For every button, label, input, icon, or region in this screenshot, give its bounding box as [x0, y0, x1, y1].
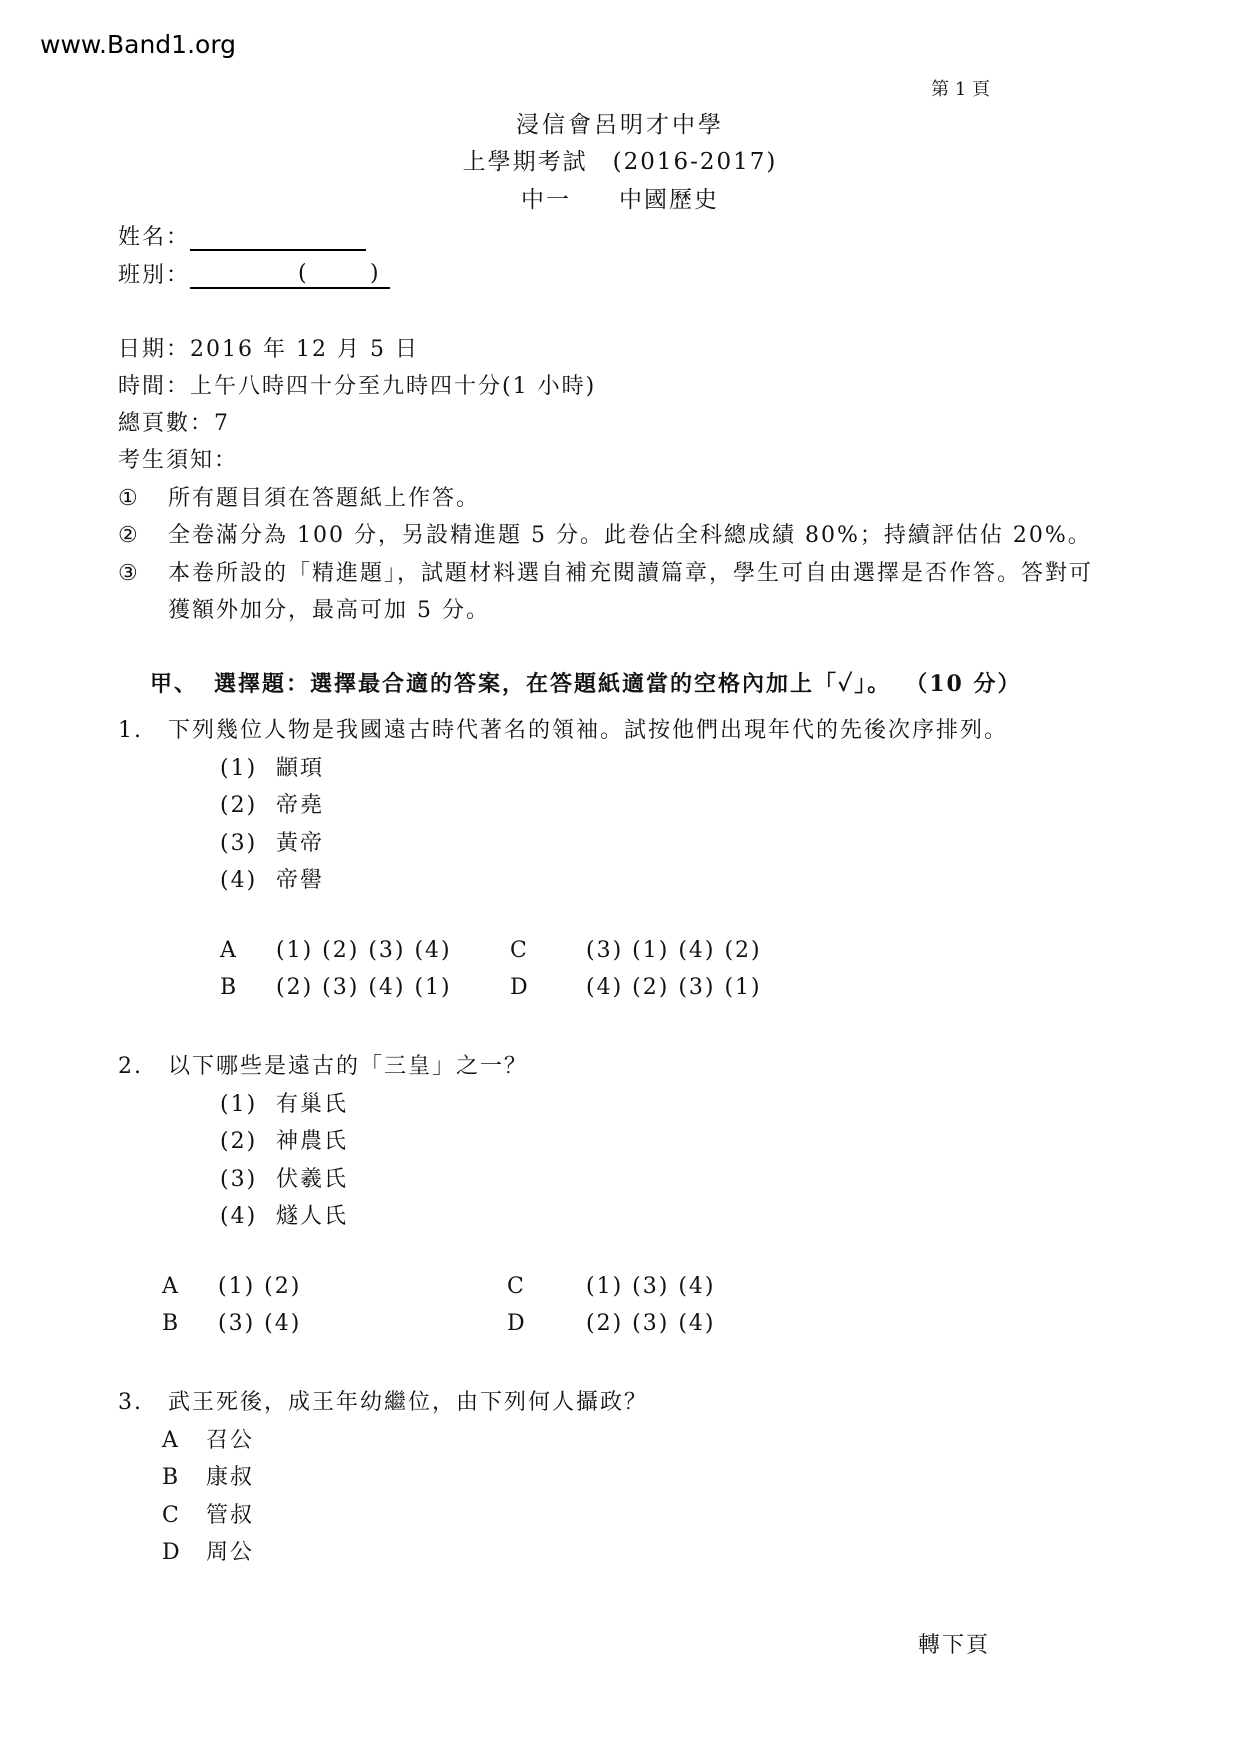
form-subject — [0, 181, 1240, 214]
answer-choice: C 管叔 — [162, 1503, 255, 1528]
question-number: 3. — [118, 1390, 143, 1415]
list-item: (2) 神農氏 — [220, 1129, 349, 1154]
answer-choice: A (1) (2) (3) (4) — [220, 938, 452, 963]
answer-choice: B (3) (4) — [162, 1311, 302, 1336]
notice-item — [118, 556, 1093, 587]
notice-item — [118, 518, 1092, 549]
notice-text: 全卷滿分為 100 分，另設精進題 5 分。此卷佔全科總成績 80%；持續評估佔 20%。 — [168, 523, 1092, 548]
answer-choice: D (2) (3) (4) — [507, 1311, 716, 1336]
list-item: (4) 燧人氏 — [220, 1204, 349, 1229]
notice-marker: ② — [118, 523, 140, 548]
answer-choice: B 康叔 — [162, 1465, 255, 1490]
notice-item — [118, 481, 480, 512]
exam-date: 日期：2016 年 12 月 5 日 — [118, 337, 419, 362]
list-item: (3) 黃帝 — [220, 831, 325, 856]
question-text: 武王死後，成王年幼繼位，由下列何人攝政？ — [168, 1390, 649, 1415]
notice-text: 所有題目須在答題紙上作答。 — [168, 486, 481, 511]
class-field — [118, 258, 390, 289]
name-field — [118, 220, 366, 251]
notice-text: 本卷所設的「精進題」，試題材料選自補充閱讀篇章，學生可自由選擇是否作答。答對可 — [168, 561, 1094, 586]
answer-choice: B (2) (3) (4) (1) — [220, 975, 452, 1000]
class-blank — [190, 263, 390, 289]
question-number: 1. — [118, 718, 143, 743]
notice-title: 考生須知： — [118, 448, 239, 473]
notice-marker: ③ — [118, 561, 140, 586]
section-text: 選擇題：選擇最合適的答案，在答題紙適當的空格內加上「✓」。 — [214, 671, 892, 697]
school-name: 浸信會呂明才中學 — [516, 112, 724, 138]
section-label: 甲、 — [150, 671, 199, 697]
list-item: (3) 伏羲氏 — [220, 1167, 349, 1192]
notice-text: 獲額外加分，最高可加 5 分。 — [168, 598, 490, 623]
total-pages: 總頁數：7 — [118, 411, 230, 436]
answer-choice: C (1) (3) (4) — [507, 1274, 716, 1299]
list-item: (1) 顓頊 — [220, 756, 325, 781]
section-heading — [150, 667, 1022, 698]
site-watermark: www.Band1.org — [40, 30, 237, 59]
notice-marker: ① — [118, 486, 140, 511]
answer-choice: A 召公 — [162, 1428, 255, 1453]
list-item: (4) 帝嚳 — [220, 868, 325, 893]
class-label: 班別： — [118, 263, 191, 288]
exam-time: 時間：上午八時四十分至九時四十分(1 小時) — [118, 374, 597, 399]
open-paren: ( — [298, 261, 309, 286]
list-item: (2) 帝堯 — [220, 793, 325, 818]
question-text: 以下哪些是遠古的「三皇」之一？ — [168, 1054, 529, 1079]
name-blank — [190, 225, 366, 251]
answer-choice: C (3) (1) (4) (2) — [510, 938, 762, 963]
page-number: 第 1 頁 — [931, 79, 990, 100]
answer-choice: D 周公 — [162, 1540, 255, 1565]
section-marks: （10 分） — [905, 671, 1022, 697]
answer-choice: A (1) (2) — [162, 1274, 302, 1299]
name-label: 姓名： — [118, 225, 191, 250]
question-2 — [118, 1049, 528, 1080]
question-1 — [118, 713, 1008, 744]
exam-title: 上學期考試 (2016-2017) — [462, 149, 778, 175]
notice-item — [118, 593, 490, 624]
list-item: (1) 有巢氏 — [220, 1092, 349, 1117]
question-text: 下列幾位人物是我國遠古時代著名的領袖。試按他們出現年代的先後次序排列。 — [168, 718, 1009, 743]
form-label: 中一 — [521, 187, 571, 213]
subject-label: 中國歷史 — [619, 187, 719, 213]
next-page-note: 轉下頁 — [917, 1633, 990, 1658]
question-number: 2. — [118, 1054, 143, 1079]
answer-choice: D (4) (2) (3) (1) — [510, 975, 762, 1000]
question-3 — [118, 1385, 648, 1416]
close-paren: ) — [370, 261, 381, 286]
